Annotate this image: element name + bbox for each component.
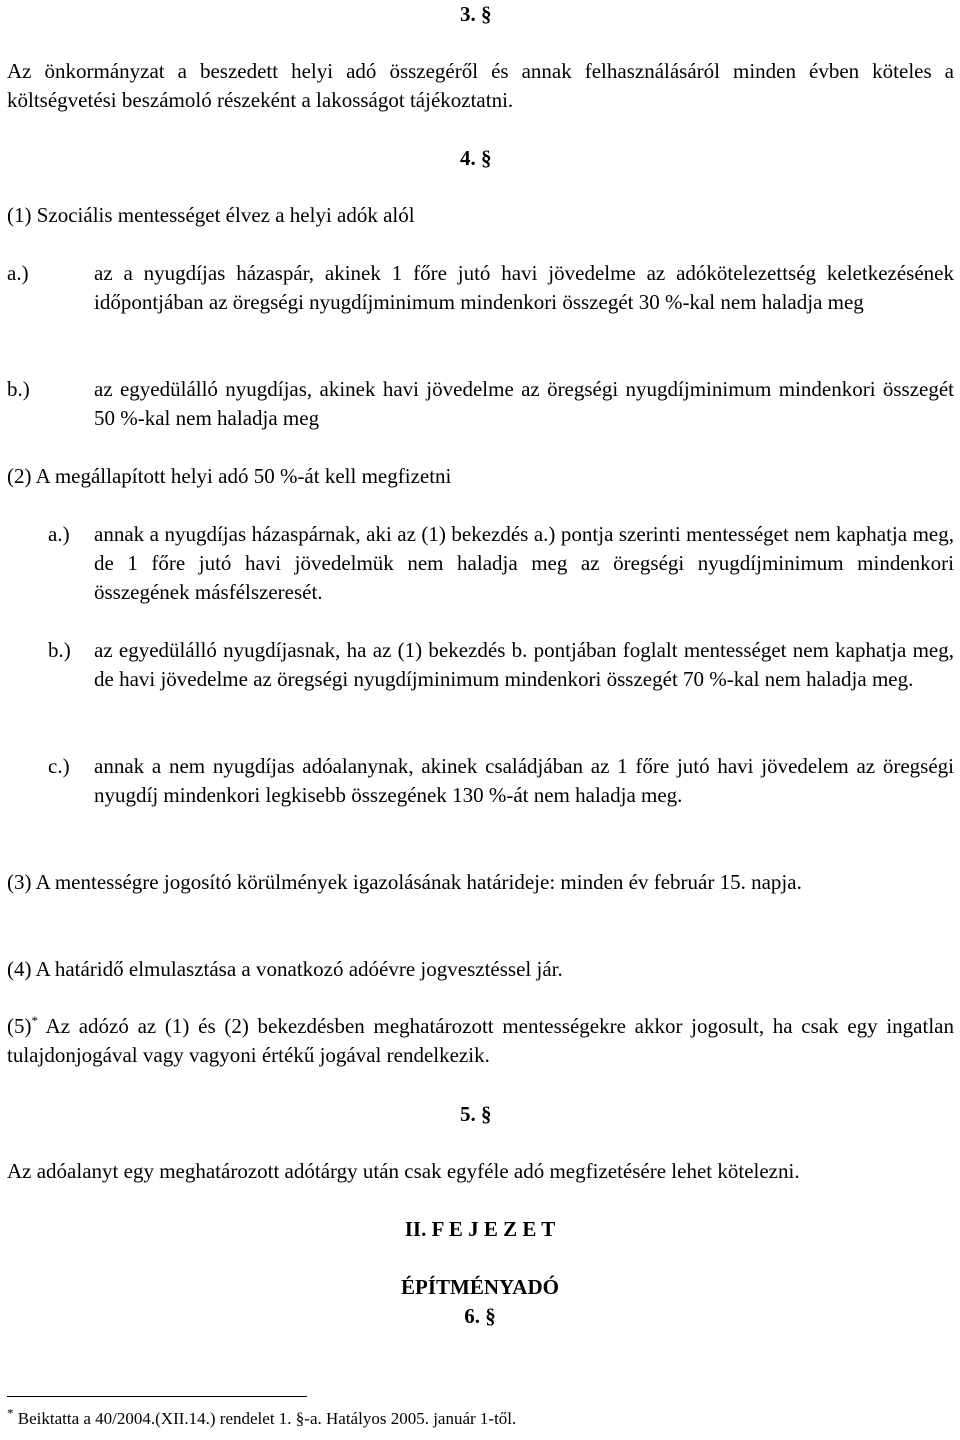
item-1a xyxy=(7,259,954,317)
paragraph-5 xyxy=(7,1012,954,1070)
paragraph-2: (2) A megállapított helyi adó 50 %-át kell megfizetni xyxy=(7,464,452,488)
section-3-text: Az önkormányzat a beszedett helyi adó összegéről és annak felhasználásáról minden évben köteles a költségvetési beszámoló részeként a lakosságot tájékoztatni. xyxy=(7,59,954,112)
footnote-text: Beiktatta a 40/2004.(XII.14.) rendelet 1. §-a. Hatályos 2005. január 1-től. xyxy=(13,1409,517,1428)
section-5-text: Az adóalanyt egy meghatározott adótárgy után csak egyféle adó megfizetésére lehet kötelezni. xyxy=(7,1159,800,1183)
paragraph-5-text: Az adózó az (1) és (2) bekezdésben meghatározott mentességekre akkor jogosult, ha csak egy ingatlan tulajdonjogával vagy vagyoni értékű jogával rendelkezik. xyxy=(7,1014,954,1067)
section-6-heading: 6. § xyxy=(464,1304,496,1328)
item-text: annak a nyugdíjas házaspárnak, aki az (1) bekezdés a.) pontja szerinti mentességet nem kaphatja meg, de 1 főre jutó havi jövedelmük nem haladja meg az öregségi nyugdíjminimum mindenkori összegének másfélszeresét. xyxy=(94,522,954,604)
item-marker: b.) xyxy=(7,377,30,401)
footnote-mark: * xyxy=(7,1405,14,1421)
footnote-divider xyxy=(7,1396,307,1397)
item-2b xyxy=(48,636,954,694)
item-2c xyxy=(48,752,954,810)
item-text: annak a nem nyugdíjas adóalanynak, akinek családjában az 1 főre jutó havi jövedelem az öregségi nyugdíj mindenkori legkisebb összegének 130 %-át nem haladja meg. xyxy=(94,754,954,807)
item-marker: a.) xyxy=(7,261,29,285)
paragraph-5-number: (5) xyxy=(7,1014,32,1038)
paragraph-3: (3) A mentességre jogosító körülmények igazolásának határideje: minden év február 15. napja. xyxy=(7,870,802,894)
paragraph-1: (1) Szociális mentességet élvez a helyi adók alól xyxy=(7,203,415,227)
item-2a xyxy=(48,520,954,607)
chapter-heading: II. F E J E Z E T xyxy=(404,1217,556,1241)
footnote xyxy=(7,1405,517,1430)
section-4-heading: 4. § xyxy=(460,146,492,170)
paragraph-4: (4) A határidő elmulasztása a vonatkozó adóévre jogvesztéssel jár. xyxy=(7,957,563,981)
item-marker: b.) xyxy=(48,638,71,662)
item-text: az egyedülálló nyugdíjasnak, ha az (1) bekezdés b. pontjában foglalt mentességet nem kaphatja meg, de havi jövedelme az öregségi nyugdíjminimum mindenkori összegét 70 %-kal nem haladja meg. xyxy=(94,638,954,691)
item-text: az egyedülálló nyugdíjas, akinek havi jövedelme az öregségi nyugdíjminimum mindenkori összegét 50 %-kal nem haladja meg xyxy=(94,377,954,430)
item-1b xyxy=(7,375,954,433)
chapter-title: ÉPÍTMÉNYADÓ xyxy=(401,1275,559,1299)
item-marker: a.) xyxy=(48,522,70,546)
section-3-heading: 3. § xyxy=(460,2,492,26)
item-text: az a nyugdíjas házaspár, akinek 1 főre jutó havi jövedelme az adókötelezettség keletkezésének időpontjában az öregségi nyugdíjminimum mindenkori összegét 30 %-kal nem haladja meg xyxy=(94,261,954,314)
footnote-reference: * xyxy=(31,1013,38,1028)
item-marker: c.) xyxy=(48,754,70,778)
section-5-heading: 5. § xyxy=(460,1102,492,1126)
